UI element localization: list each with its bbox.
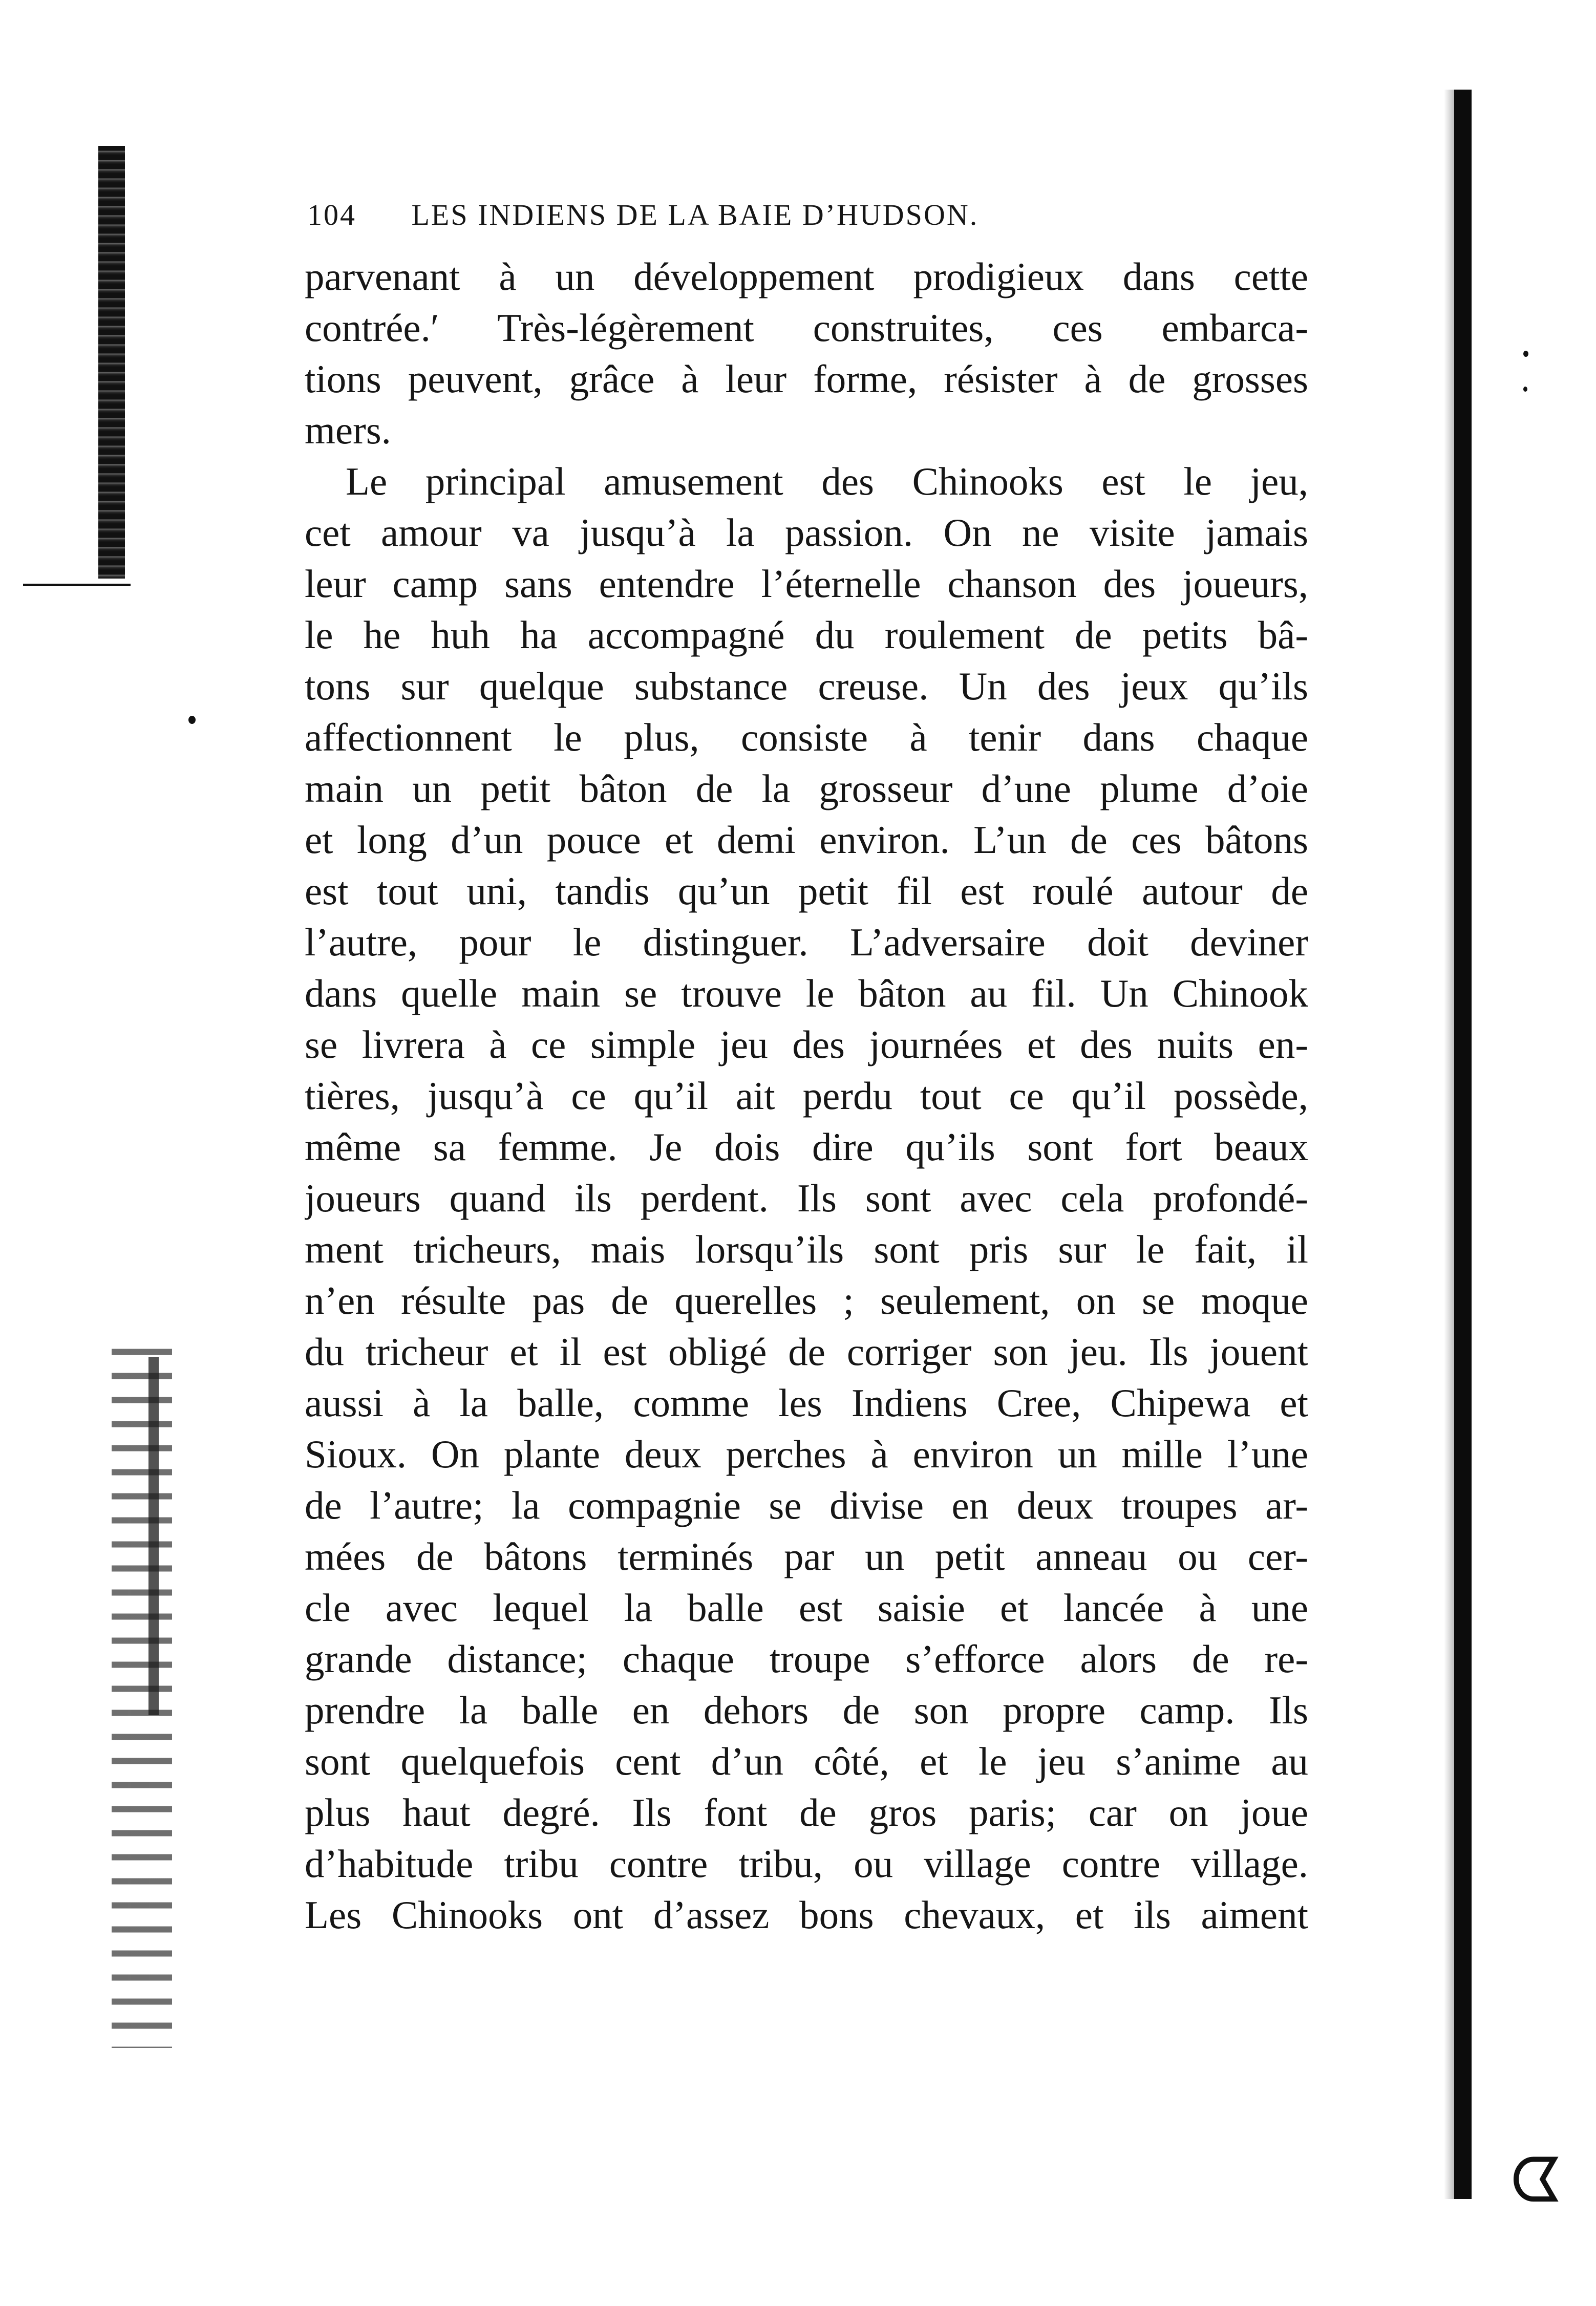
scan-margin-artifact — [98, 146, 125, 579]
text-line: l’autre, pour le distinguer. L’adversaire doit deviner — [305, 920, 1308, 964]
text-line: cle avec lequel la balle est saisie et lancée à une — [305, 1586, 1308, 1630]
text-line: Les Chinooks ont d’assez bons chevaux, et ils aiment — [305, 1893, 1308, 1937]
scan-speck — [188, 716, 196, 724]
text-line: sont quelquefois cent d’un côté, et le jeu s’anime au — [305, 1739, 1308, 1783]
text-line: se livrera à ce simple jeu des journées et des nuits en- — [305, 1022, 1308, 1066]
text-line: leur camp sans entendre l’éternelle chanson des joueurs, — [305, 562, 1308, 606]
text-line: tions peuvent, grâce à leur forme, résister à de grosses — [305, 357, 1308, 401]
scan-margin-specks — [148, 1357, 159, 1715]
text-line: est tout uni, tandis qu’un petit fil est roulé autour de — [305, 869, 1308, 913]
scan-speck — [1523, 387, 1527, 392]
text-line: tons sur quelque substance creuse. Un des jeux qu’ils — [305, 664, 1308, 708]
text-line: aussi à la balle, comme les Indiens Cree, Chipewa et — [305, 1381, 1308, 1425]
scan-speck — [1523, 351, 1528, 357]
scan-margin-specks — [112, 1331, 172, 2048]
text-line: prendre la balle en dehors de son propre camp. Ils — [305, 1688, 1308, 1732]
text-line: affectionnent le plus, consiste à tenir dans chaque — [305, 715, 1308, 759]
text-line: joueurs quand ils perdent. Ils sont avec cela profondé- — [305, 1176, 1308, 1220]
text-line: contrée.ʹ Très-légèrement construites, ces embarca- — [305, 306, 1308, 350]
text-line: et long d’un pouce et demi environ. L’un de ces bâtons — [305, 818, 1308, 862]
scan-margin-rule — [23, 584, 131, 586]
text-line: plus haut degré. Ils font de gros paris; car on joue — [305, 1790, 1308, 1834]
text-line: tières, jusqu’à ce qu’il ait perdu tout ce qu’il possède, — [305, 1074, 1308, 1118]
text-line: d’habitude tribu contre tribu, ou village contre village. — [305, 1842, 1308, 1886]
text-line: mers. — [305, 408, 391, 452]
text-line: Sioux. On plante deux perches à environ un mille l’une — [305, 1432, 1308, 1476]
binding-shadow — [1444, 90, 1454, 2199]
text-line: de l’autre; la compagnie se divise en deux troupes ar- — [305, 1483, 1308, 1527]
text-line: du tricheur et il est obligé de corriger son jeu. Ils jouent — [305, 1330, 1308, 1374]
text-line: parvenant à un développement prodigieux dans cette — [305, 254, 1308, 298]
text-line: dans quelle main se trouve le bâton au fil. Un Chinook — [305, 971, 1308, 1015]
scan-corner-mark: ᗧ — [1510, 2147, 1562, 2215]
body-text — [305, 251, 1308, 1940]
text-line: n’en résulte pas de querelles ; seulement, on se moque — [305, 1278, 1308, 1322]
text-line: mées de bâtons terminés par un petit anneau ou cer- — [305, 1534, 1308, 1578]
text-line: grande distance; chaque troupe s’efforce alors de re- — [305, 1637, 1308, 1681]
page-number: 104 — [307, 198, 356, 231]
text-line: même sa femme. Je dois dire qu’ils sont fort beaux — [305, 1125, 1308, 1169]
running-title: LES INDIENS DE LA BAIE D’HUDSON. — [411, 198, 979, 231]
text-line: Le principal amusement des Chinooks est le jeu, — [346, 459, 1308, 503]
text-line: le he huh ha accompagné du roulement de petits bâ- — [305, 613, 1308, 657]
text-line: main un petit bâton de la grosseur d’une plume d’oie — [305, 766, 1308, 810]
binding-edge — [1454, 90, 1472, 2199]
running-head — [307, 192, 1126, 238]
text-line: ment tricheurs, mais lorsqu’ils sont pris sur le fait, il — [305, 1227, 1308, 1271]
text-line: cet amour va jusqu’à la passion. On ne visite jamais — [305, 510, 1308, 554]
